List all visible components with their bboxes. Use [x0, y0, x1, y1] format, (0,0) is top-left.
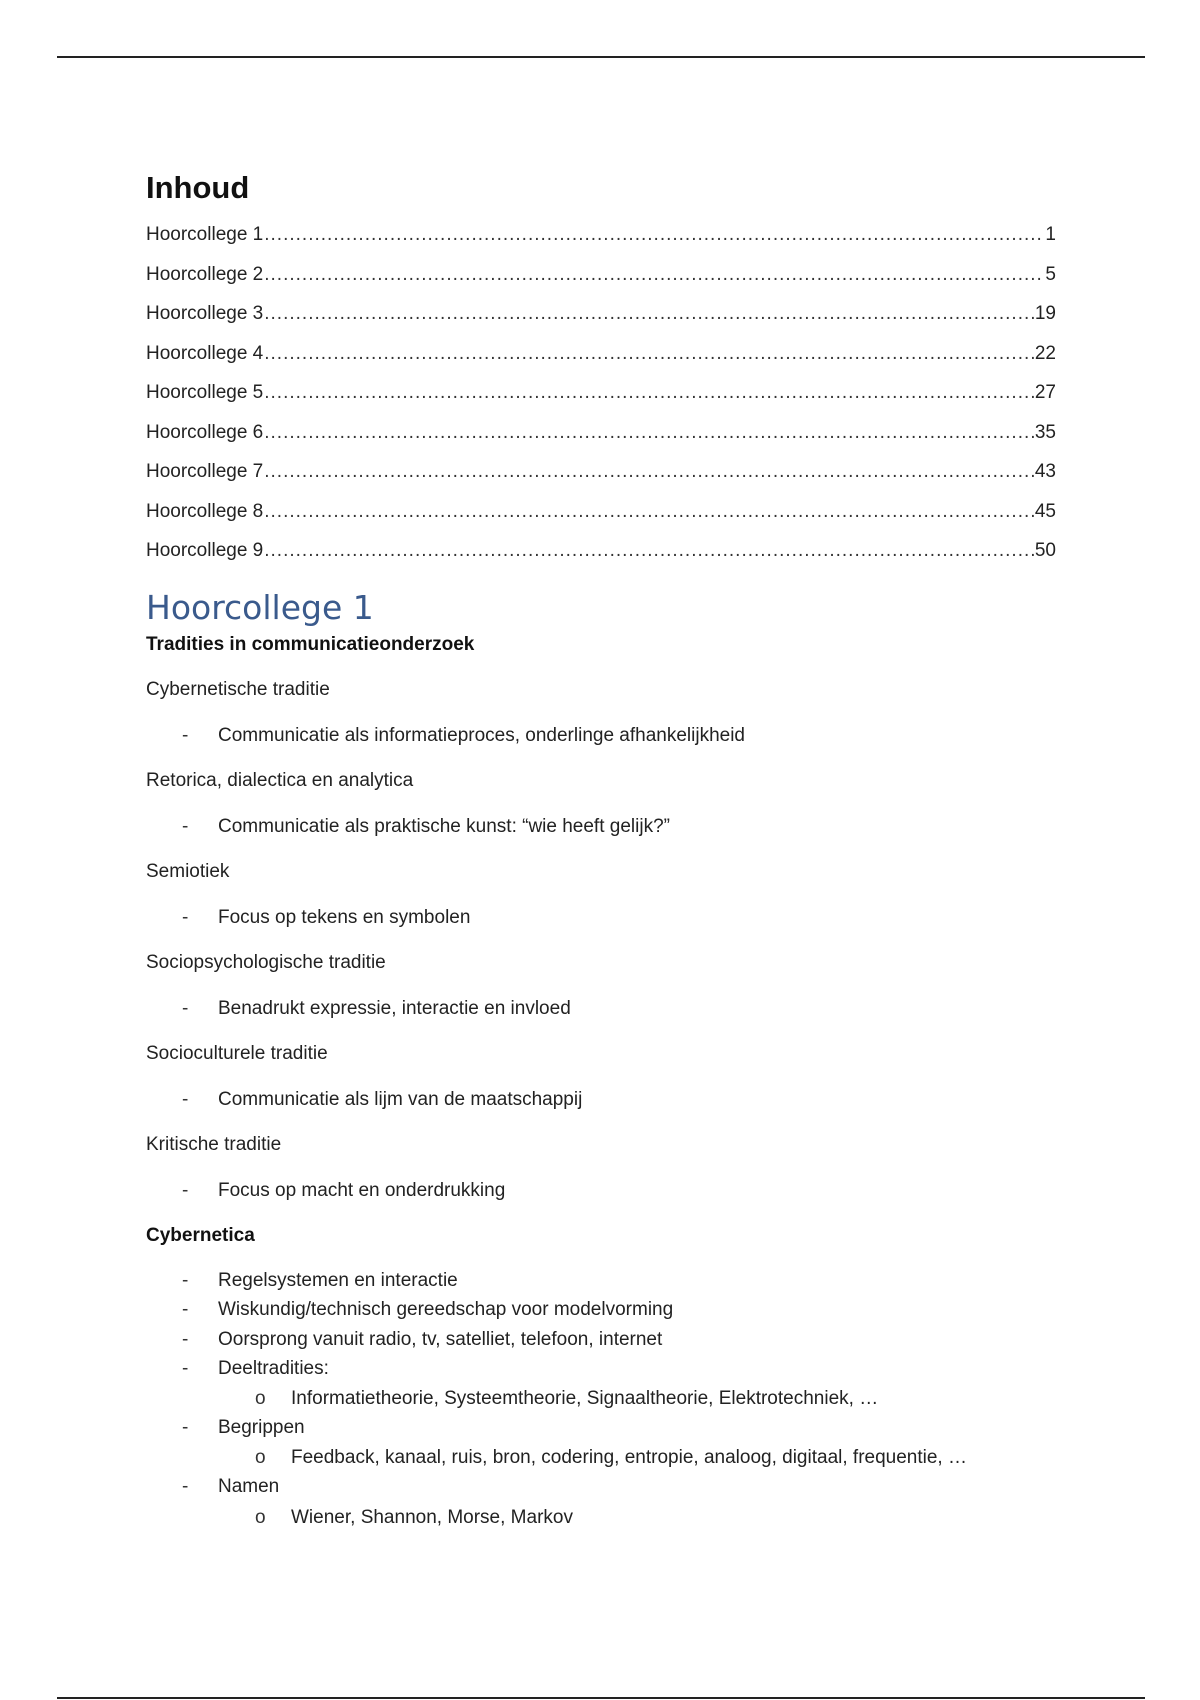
tradition-point-text: Focus op tekens en symbolen [218, 907, 471, 928]
toc-entry[interactable] [146, 420, 1056, 459]
toc-leader-dots [264, 459, 1034, 485]
tradition-point [182, 905, 470, 931]
circle-bullet-icon: o [255, 1388, 266, 1409]
toc-heading: Inhoud [146, 170, 250, 205]
cybernetica-item [182, 1474, 279, 1500]
toc-entry-label: Hoorcollege 4 [146, 343, 264, 364]
cybernetica-heading: Cybernetica [146, 1225, 255, 1246]
tradition-point [182, 996, 571, 1022]
tradition-name: Kritische traditie [146, 1134, 282, 1155]
toc-entry-label: Hoorcollege 6 [146, 422, 264, 443]
toc-entry-page: 5 [1045, 264, 1056, 285]
tradition-point-text: Communicatie als praktische kunst: “wie heeft gelijk?” [218, 816, 670, 837]
cybernetica-item [182, 1327, 662, 1353]
toc-entry-page: 43 [1034, 461, 1056, 482]
section-title: Hoorcollege 1 [146, 588, 374, 627]
dash-bullet-icon: - [182, 816, 189, 837]
toc-entry-page: 50 [1034, 540, 1056, 561]
toc-entry[interactable] [146, 499, 1056, 538]
circle-bullet-icon: o [255, 1447, 266, 1468]
toc-entry-label: Hoorcollege 2 [146, 264, 264, 285]
section-subtitle: Tradities in communicatieonderzoek [146, 634, 475, 655]
cybernetica-item-text: Begrippen [218, 1417, 305, 1438]
toc-leader-dots [264, 341, 1034, 367]
cybernetica-item [182, 1415, 305, 1441]
cybernetica-item [182, 1268, 458, 1294]
dash-bullet-icon: - [182, 725, 189, 746]
toc-entry-page: 35 [1034, 422, 1056, 443]
tradition-name: Retorica, dialectica en analytica [146, 770, 414, 791]
toc-leader-dots [264, 538, 1034, 564]
tradition-name: Sociopsychologische traditie [146, 952, 386, 973]
cybernetica-item-text: Wiskundig/technisch gereedschap voor modelvorming [218, 1299, 674, 1320]
toc-leader-dots [264, 499, 1034, 525]
toc-entry-label: Hoorcollege 5 [146, 382, 264, 403]
cybernetica-item-text: Namen [218, 1476, 280, 1497]
dash-bullet-icon: - [182, 1089, 189, 1110]
toc-entry[interactable] [146, 301, 1056, 341]
cybernetica-subitem-text: Feedback, kanaal, ruis, bron, codering, entropie, analoog, digitaal, frequentie, … [291, 1447, 967, 1468]
dash-bullet-icon: - [182, 1476, 189, 1497]
cybernetica-item-text: Oorsprong vanuit radio, tv, satelliet, telefoon, internet [218, 1329, 663, 1350]
dash-bullet-icon: - [182, 1299, 189, 1320]
footer-rule [57, 1697, 1145, 1699]
tradition-point [182, 1178, 505, 1204]
toc-entry-label: Hoorcollege 1 [146, 224, 264, 245]
toc-leader-dots [264, 301, 1034, 327]
cybernetica-subitem [255, 1445, 967, 1471]
circle-bullet-icon: o [255, 1507, 266, 1528]
cybernetica-item-text: Deeltradities: [218, 1358, 329, 1379]
cybernetica-subitem-text: Informatietheorie, Systeemtheorie, Signaaltheorie, Elektrotechniek, … [291, 1388, 879, 1409]
dash-bullet-icon: - [182, 907, 189, 928]
toc-entry[interactable] [146, 222, 1056, 262]
tradition-name: Cybernetische traditie [146, 679, 330, 700]
toc-entry[interactable] [146, 341, 1056, 380]
header-rule [57, 56, 1145, 58]
tradition-point-text: Benadrukt expressie, interactie en invloed [218, 998, 571, 1019]
toc-entry[interactable] [146, 538, 1056, 578]
dash-bullet-icon: - [182, 1180, 189, 1201]
toc-entry-label: Hoorcollege 7 [146, 461, 264, 482]
toc-entry[interactable] [146, 459, 1056, 499]
tradition-point-text: Communicatie als lijm van de maatschappij [218, 1089, 583, 1110]
toc-entry-label: Hoorcollege 3 [146, 303, 264, 324]
cybernetica-subitem [255, 1386, 878, 1412]
tradition-point [182, 723, 745, 749]
dash-bullet-icon: - [182, 998, 189, 1019]
cybernetica-item [182, 1356, 329, 1382]
cybernetica-item [182, 1297, 673, 1323]
tradition-name: Semiotiek [146, 861, 230, 882]
cybernetica-item-text: Regelsystemen en interactie [218, 1270, 458, 1291]
toc-leader-dots [264, 222, 1044, 248]
toc-entry-page: 27 [1034, 382, 1056, 403]
toc-entry-page: 22 [1034, 343, 1056, 364]
toc-entry-page: 19 [1034, 303, 1056, 324]
toc-entry-page: 45 [1034, 501, 1056, 522]
toc-leader-dots [264, 380, 1034, 406]
toc-entry[interactable] [146, 380, 1056, 420]
dash-bullet-icon: - [182, 1417, 189, 1438]
toc-entry-page: 1 [1045, 224, 1056, 245]
table-of-contents [146, 222, 1056, 578]
tradition-point-text: Focus op macht en onderdrukking [218, 1180, 506, 1201]
toc-entry[interactable] [146, 262, 1056, 301]
cybernetica-subitem [255, 1505, 573, 1531]
tradition-name: Socioculturele traditie [146, 1043, 328, 1064]
toc-entry-label: Hoorcollege 9 [146, 540, 264, 561]
tradition-point [182, 1087, 582, 1113]
toc-entry-label: Hoorcollege 8 [146, 501, 264, 522]
tradition-point-text: Communicatie als informatieproces, onderlinge afhankelijkheid [218, 725, 745, 746]
toc-leader-dots [264, 420, 1034, 446]
dash-bullet-icon: - [182, 1329, 189, 1350]
dash-bullet-icon: - [182, 1270, 189, 1291]
tradition-point [182, 814, 670, 840]
dash-bullet-icon: - [182, 1358, 189, 1379]
cybernetica-subitem-text: Wiener, Shannon, Morse, Markov [291, 1507, 573, 1528]
toc-leader-dots [264, 262, 1044, 288]
